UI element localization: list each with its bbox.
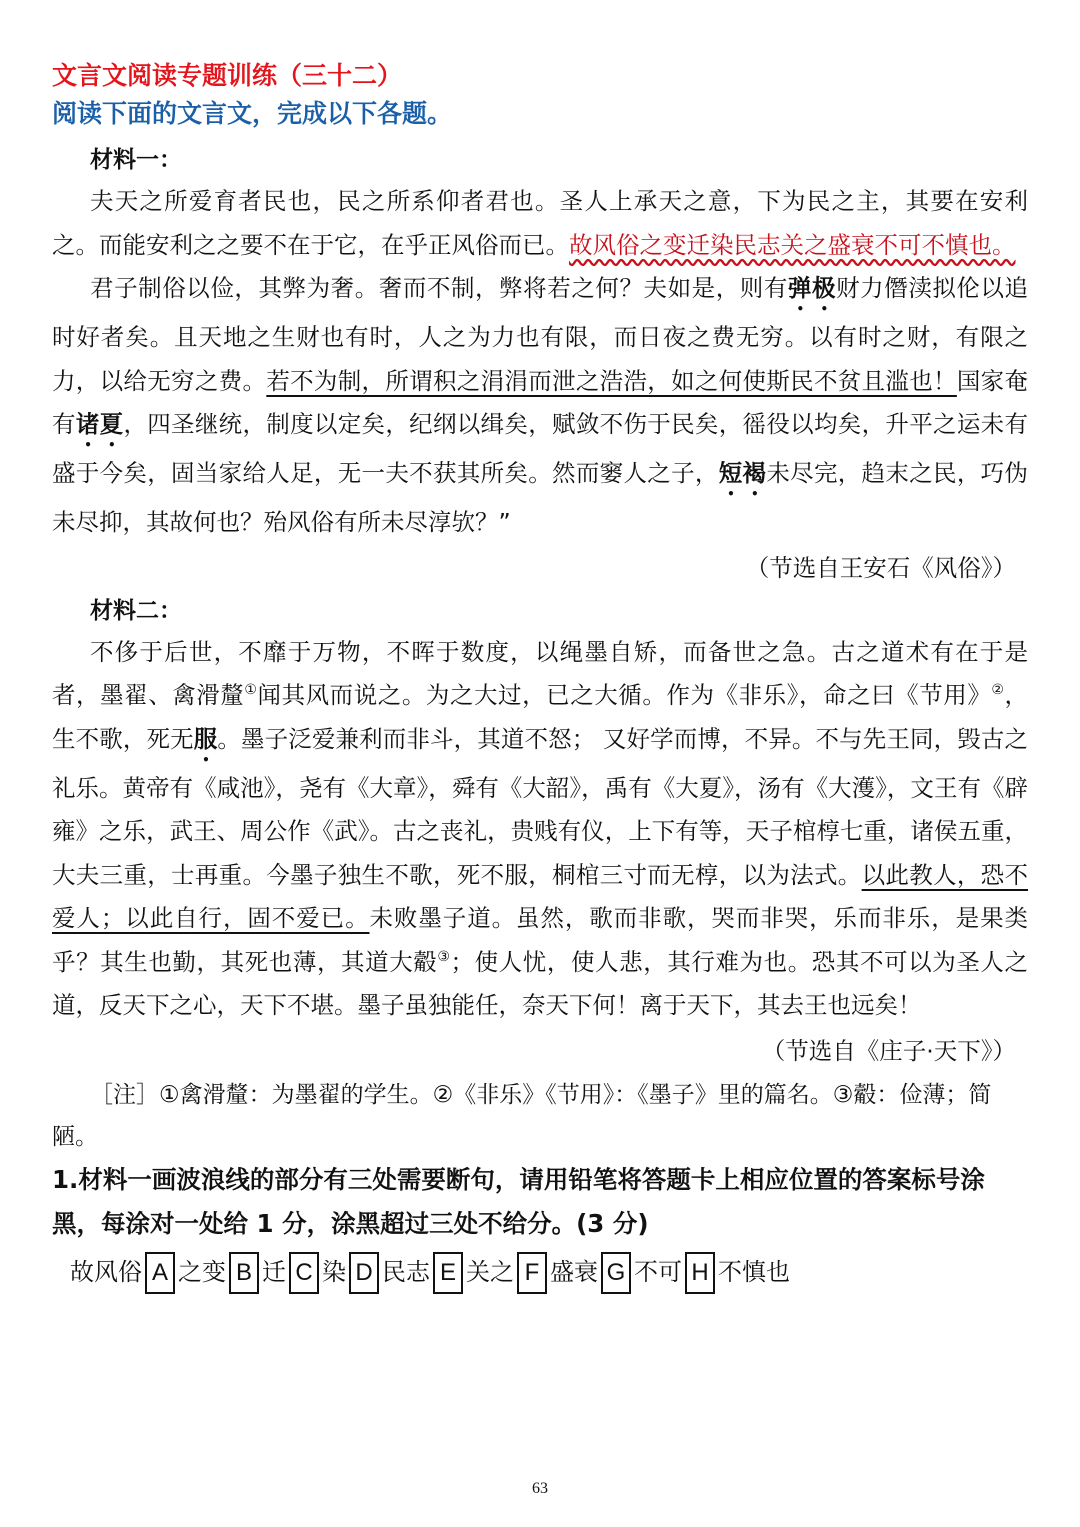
segment-text: 民志 (382, 1257, 430, 1286)
material2-paragraph (52, 631, 1028, 1028)
footnote-marker: ② (991, 682, 1005, 699)
underlined-sentence: 若不为制，所谓积之涓涓而泄之浩浩，如之何使斯民不贫且滥也！ (266, 366, 957, 395)
text-run: 国家奄有 (52, 366, 1028, 438)
text-run: 不侈于后世，不靡于万物，不晖于数度，以绳墨自矫，而备世之急。古之道术有在于是者，墨翟、禽滑釐 (52, 637, 1028, 709)
break-option-g[interactable]: G (601, 1252, 631, 1294)
text-run: 闻其风而说之。为之大过，已之大循。作为《非乐》，命之曰《节用》 (257, 681, 992, 709)
page-number: 63 (532, 1480, 548, 1497)
underlined-sentence: 以此教人，恐不爱人；以此自行，固不爱已。 (52, 860, 1028, 932)
question-1: 1.材料一画波浪线的部分有三处需要断句，请用铅笔将答题卡上相应位置的答案标号涂黑，每涂对一处给 1 分，涂黑超过三处不给分。(3 分) (52, 1164, 985, 1238)
break-option-a[interactable]: A (145, 1252, 175, 1294)
material1-paragraph2 (52, 267, 1028, 545)
wavy-underlined-passage: 故风俗之变迁染民志关之盛衰不可不慎也。 (569, 230, 1016, 259)
material2-source: （节选自《庄子·天下》） (761, 1036, 1016, 1065)
dotted-word: 服 (193, 724, 218, 753)
segment-text: 之变 (178, 1257, 226, 1286)
break-option-c[interactable]: C (289, 1252, 319, 1294)
segment-text: 关之 (466, 1257, 514, 1286)
break-options-row (70, 1252, 1028, 1294)
break-option-e[interactable]: E (433, 1252, 463, 1294)
segment-text: 不慎也 (718, 1257, 790, 1286)
text-run: 夫天之所爱育者民也，民之所系仰者君也。圣人上承天之意，下为民之主，其要在安利之。而能安利之之要不在于它，在乎正风俗而已。 (52, 187, 1028, 259)
segment-text: 染 (322, 1257, 346, 1286)
material1-source: （节选自王安石《风俗》） (745, 553, 1016, 582)
footnote-marker: ① (244, 682, 258, 699)
dotted-word: 诸夏 (75, 410, 124, 438)
text-run: 未尽完，趋末之民，巧伪未尽抑，其故何也？殆风俗有所未尽淳欤？” (52, 459, 1028, 536)
segment-text: 盛衰 (550, 1257, 598, 1286)
segment-text: 不可 (634, 1257, 682, 1286)
footnote-marker: ③ (437, 948, 451, 965)
text-run: ；使人忧，使人悲，其行难为也。恐其不可以为圣人之道，反天下之心，天下不堪。墨子虽独能任，奈天下何！离于天下，其去王也远矣！ (52, 947, 1028, 1019)
break-option-b[interactable]: B (229, 1252, 259, 1294)
text-run: 未败墨子道。虽然，歌而非歌，哭而非哭，乐而非乐，是果类乎？其生也勤，其死也薄，其道大觳 (52, 904, 1028, 976)
break-option-d[interactable]: D (349, 1252, 379, 1294)
segment-text: 故风俗 (70, 1257, 142, 1286)
material1-paragraph1 (52, 180, 1028, 267)
page-title: 文言文阅读专题训练（三十二） (52, 61, 403, 90)
material1-heading: 材料一： (90, 147, 182, 173)
text-run: 君子制俗以俭，其弊为奢。奢而不制，弊将若之何？夫如是，则有 (90, 274, 788, 302)
dotted-word: 弹极 (787, 274, 837, 302)
break-option-f[interactable]: F (517, 1252, 547, 1294)
segment-text: 迁 (262, 1257, 286, 1286)
break-option-h[interactable]: H (685, 1252, 715, 1294)
text-run: 财力僭渎拟伦以追时好者矣。且天地之生财也有时，人之为力也有限，而日夜之费无穷。以有时之财，有限之力，以给无穷之费。 (52, 274, 1029, 395)
instruction: 阅读下面的文言文，完成以下各题。 (52, 99, 453, 128)
footnotes: ［注］①禽滑釐：为墨翟的学生。②《非乐》《节用》：《墨子》里的篇名。③觳：俭薄；简陋。 (52, 1081, 992, 1150)
material2-heading: 材料二： (90, 597, 182, 624)
text-run: 。墨子泛爱兼利而非斗，其道不怒； 又好学而博，不异。不与先王同，毁古之礼乐。黄帝有《咸池》，尧有《大章》，舜有《大韶》，禹有《大夏》，汤有《大濩》，文王有《辟雍》之乐，武王、周公作《武》。古之丧礼，贵贱有仪，上下有等，天子棺椁七重，诸侯五重，大夫三重，士再重。今墨子独生不歌，死不服，桐棺三寸而无椁，以为法式。 (52, 724, 1029, 889)
text-run: ，生不歌，死无 (52, 681, 1028, 753)
dotted-word: 短褐 (718, 459, 767, 487)
text-run: ，四圣继统，制度以定矣，纪纲以缉矣，赋敛不伤于民矣，徭役以均矣，升平之运未有盛于今矣，固当家给人足，无一夫不获其所矣。然而窭人之子， (52, 410, 1028, 487)
